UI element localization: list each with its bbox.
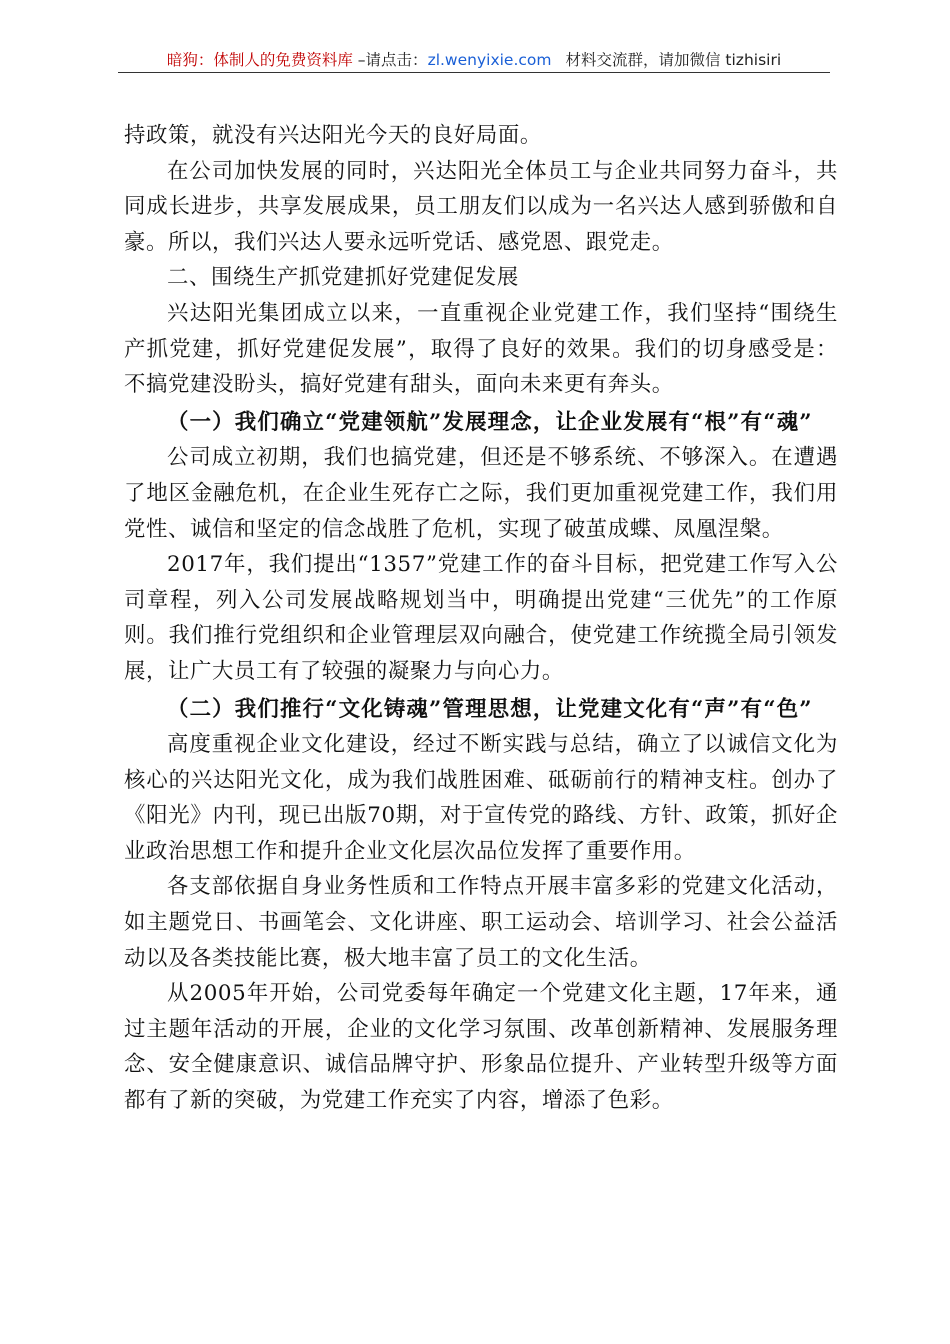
paragraph: 各支部依据自身业务性质和工作特点开展丰富多彩的党建文化活动，如主题党日、书画笔会、文化讲座、职工运动会、培训学习、社会公益活动以及各类技能比赛，极大地丰富了员工的文化生活。 [124,874,838,971]
paragraph: 在公司加快发展的同时，兴达阳光全体员工与企业共同努力奋斗，共同成长进步，共享发展成果，员工朋友们以成为一名兴达人感到骄傲和自豪。所以，我们兴达人要永远听党话、感党恩、跟党走。 [124,158,838,255]
paragraph: 高度重视企业文化建设，经过不断实践与总结，确立了以诚信文化为核心的兴达阳光文化，成为我们战胜困难、砥砺前行的精神支柱。创办了《阳光》内刊，现已出版70期，对于宣传党的路线、方针、政策，抓好企业政治思想工作和提升企业文化层次品位发挥了重要作用。 [124,732,838,864]
paragraph: 兴达阳光集团成立以来，一直重视企业党建工作，我们坚持“围绕生产抓党建，抓好党建促发展”，取得了良好的效果。我们的切身感受是：不搞党建没盼头，搞好党建有甜头，面向未来更有奔头。 [124,300,838,398]
subsection-heading: （二）我们推行“文化铸魂”管理思想，让党建文化有“声”有“色” [167,696,813,722]
document-body [124,118,838,1119]
section-title: 二、围绕生产抓党建抓好党建促发展 [167,265,519,291]
page-header [118,46,830,74]
header-divider [118,72,830,73]
subsection-heading: （一）我们确立“党建领航”发展理念，让企业发展有“根”有“魂” [167,409,813,435]
header-prompt: –请点击： [352,51,428,69]
paragraph: 从2005年开始，公司党委每年确定一个党建文化主题，17年来，通过主题年活动的开展，企业的文化学习氛围、改革创新精神、发展服务理念、安全健康意识、诚信品牌守护、形象品位提升、产业转型升级等方面都有了新的突破，为党建工作充实了内容，增添了色彩。 [124,981,838,1114]
paragraph-continuation: 持政策，就没有兴达阳光今天的良好局面。 [124,123,542,148]
header-link[interactable]: zl.wenyixie.com [427,51,552,69]
header-wechat-note: 材料交流群，请加微信 tizhisiri [565,51,782,69]
paragraph: 2017年，我们提出“1357”党建工作的奋斗目标，把党建工作写入公司章程，列入公司发展战略规划当中，明确提出党建“三优先”的工作原则。我们推行党组织和企业管理层双向融合，使党建工作统揽全局引领发展，让广大员工有了较强的凝聚力与向心力。 [124,552,838,684]
header-brand: 暗狗：体制人的免费资料库 [166,51,353,69]
paragraph: 公司成立初期，我们也搞党建，但还是不够系统、不够深入。在遭遇了地区金融危机，在企业生死存亡之际，我们更加重视党建工作，我们用党性、诚信和坚定的信念战胜了危机，实现了破茧成蝶、凤凰涅槃。 [124,445,838,542]
